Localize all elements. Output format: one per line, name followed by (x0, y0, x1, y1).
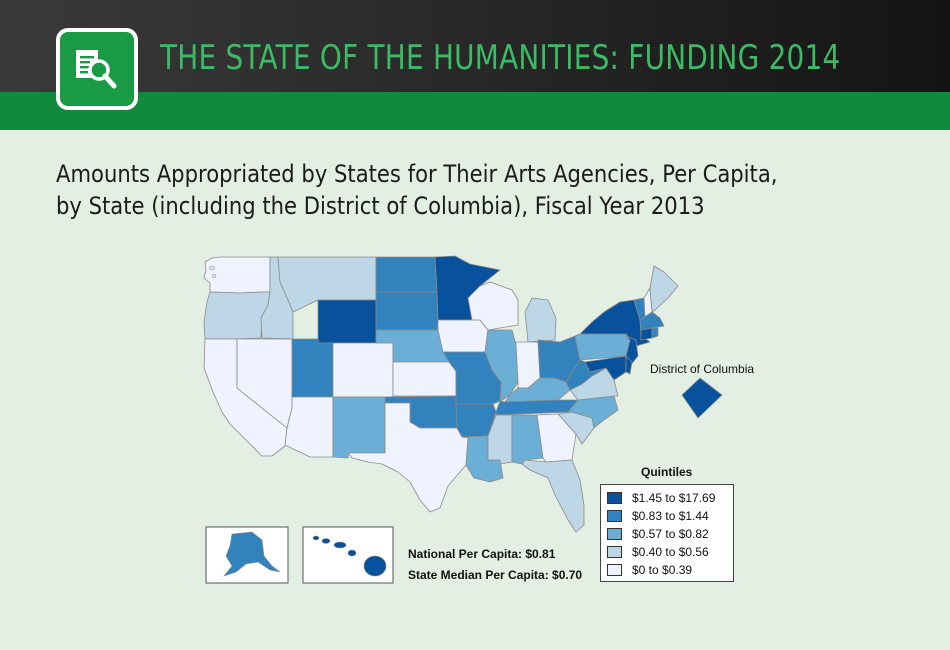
state-KS (393, 362, 456, 396)
state-WY (318, 300, 376, 343)
legend-item (607, 489, 733, 507)
state-CT (641, 328, 652, 340)
dc-label: District of Columbia (650, 362, 755, 376)
legend-label: $1.45 to $17.69 (632, 491, 716, 505)
state-FL (522, 460, 584, 532)
legend-swatch (607, 492, 622, 504)
state-median-per-capita: State Median Per Capita: $0.70 (408, 568, 583, 582)
state-AZ (285, 397, 333, 457)
quintile-legend (600, 484, 734, 582)
state-CO (333, 343, 393, 397)
report-magnifier-icon (56, 28, 138, 110)
legend-swatch (607, 510, 622, 522)
subtitle-line-1: Amounts Appropriated by States for Their Arts Agencies, Per Capita, (56, 160, 778, 188)
state-SD (376, 292, 438, 330)
legend-item (607, 507, 733, 525)
legend-swatch (607, 546, 622, 558)
legend-label: $0 to $0.39 (632, 563, 693, 577)
legend-label: $0.83 to $1.44 (632, 509, 709, 523)
state-PA (575, 334, 630, 360)
page-title: THE STATE OF THE HUMANITIES: FUNDING 2014 (160, 38, 841, 78)
state-ME (650, 266, 678, 312)
state-OR (204, 292, 270, 339)
state-UT (292, 339, 333, 397)
legend-title: Quintiles (641, 465, 693, 479)
legend-label: $0.57 to $0.82 (632, 527, 709, 541)
legend-item (607, 543, 733, 561)
legend-item (607, 561, 733, 579)
subtitle-line-2: by State (including the District of Columbia), Fiscal Year 2013 (56, 192, 705, 220)
state-ND (376, 257, 437, 292)
state-RI (652, 328, 658, 338)
state-NM (333, 397, 385, 458)
legend-label: $0.40 to $0.56 (632, 545, 709, 559)
legend-swatch (607, 564, 622, 576)
legend-swatch (607, 528, 622, 540)
state-DC (682, 378, 722, 418)
state-IA (438, 320, 488, 352)
state-MI (525, 298, 556, 342)
national-per-capita: National Per Capita: $0.81 (408, 547, 556, 561)
legend-item (607, 525, 733, 543)
per-capita-stats (408, 544, 582, 586)
